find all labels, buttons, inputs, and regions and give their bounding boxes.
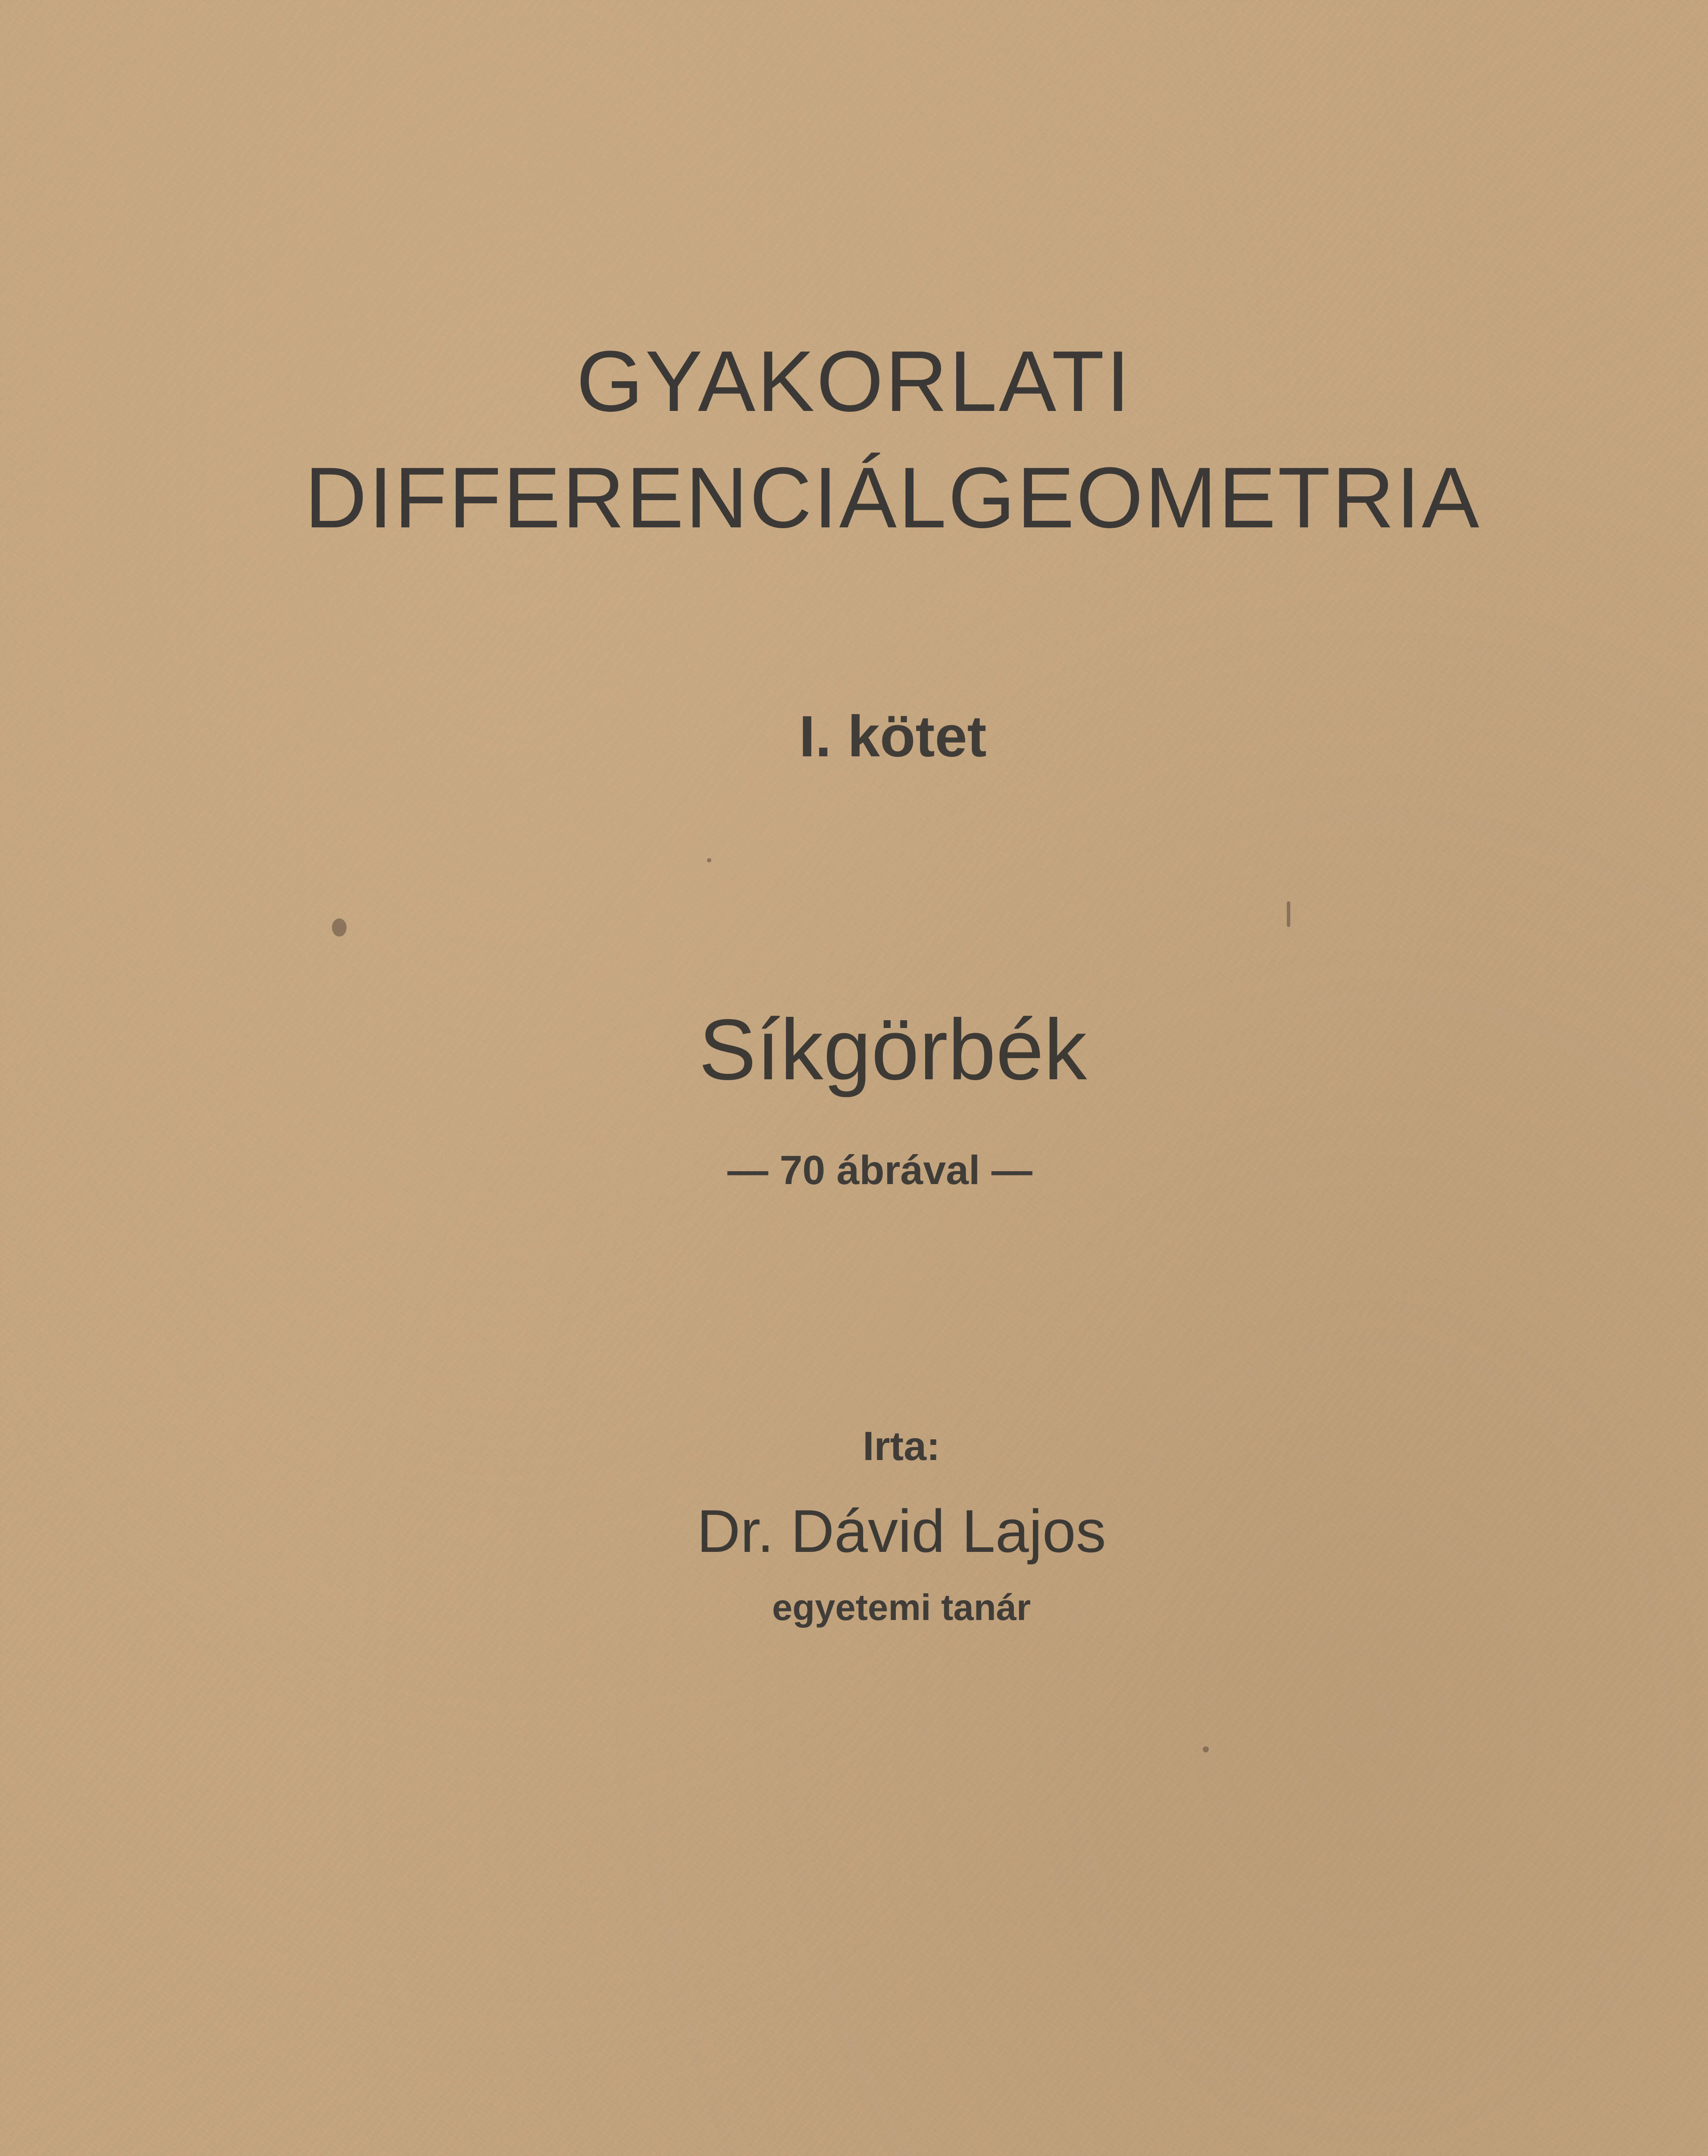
author-position: egyetemi tanár — [772, 1587, 1031, 1628]
paper-speck — [1287, 901, 1290, 927]
title-line-1: GYAKORLATI — [576, 333, 1132, 429]
author-name: Dr. Dávid Lajos — [697, 1497, 1106, 1565]
paper-speck — [1203, 1746, 1209, 1752]
author-label: Irta: — [863, 1423, 940, 1469]
subtitle: Síkgörbék — [698, 1002, 1087, 1098]
paper-speck — [332, 918, 347, 937]
figures-note: — 70 ábrával — — [727, 1147, 1032, 1193]
volume-label: I. kötet — [799, 704, 987, 769]
title-line-2: DIFFERENCIÁLGEOMETRIA — [304, 450, 1481, 546]
paper-speck — [707, 858, 711, 862]
